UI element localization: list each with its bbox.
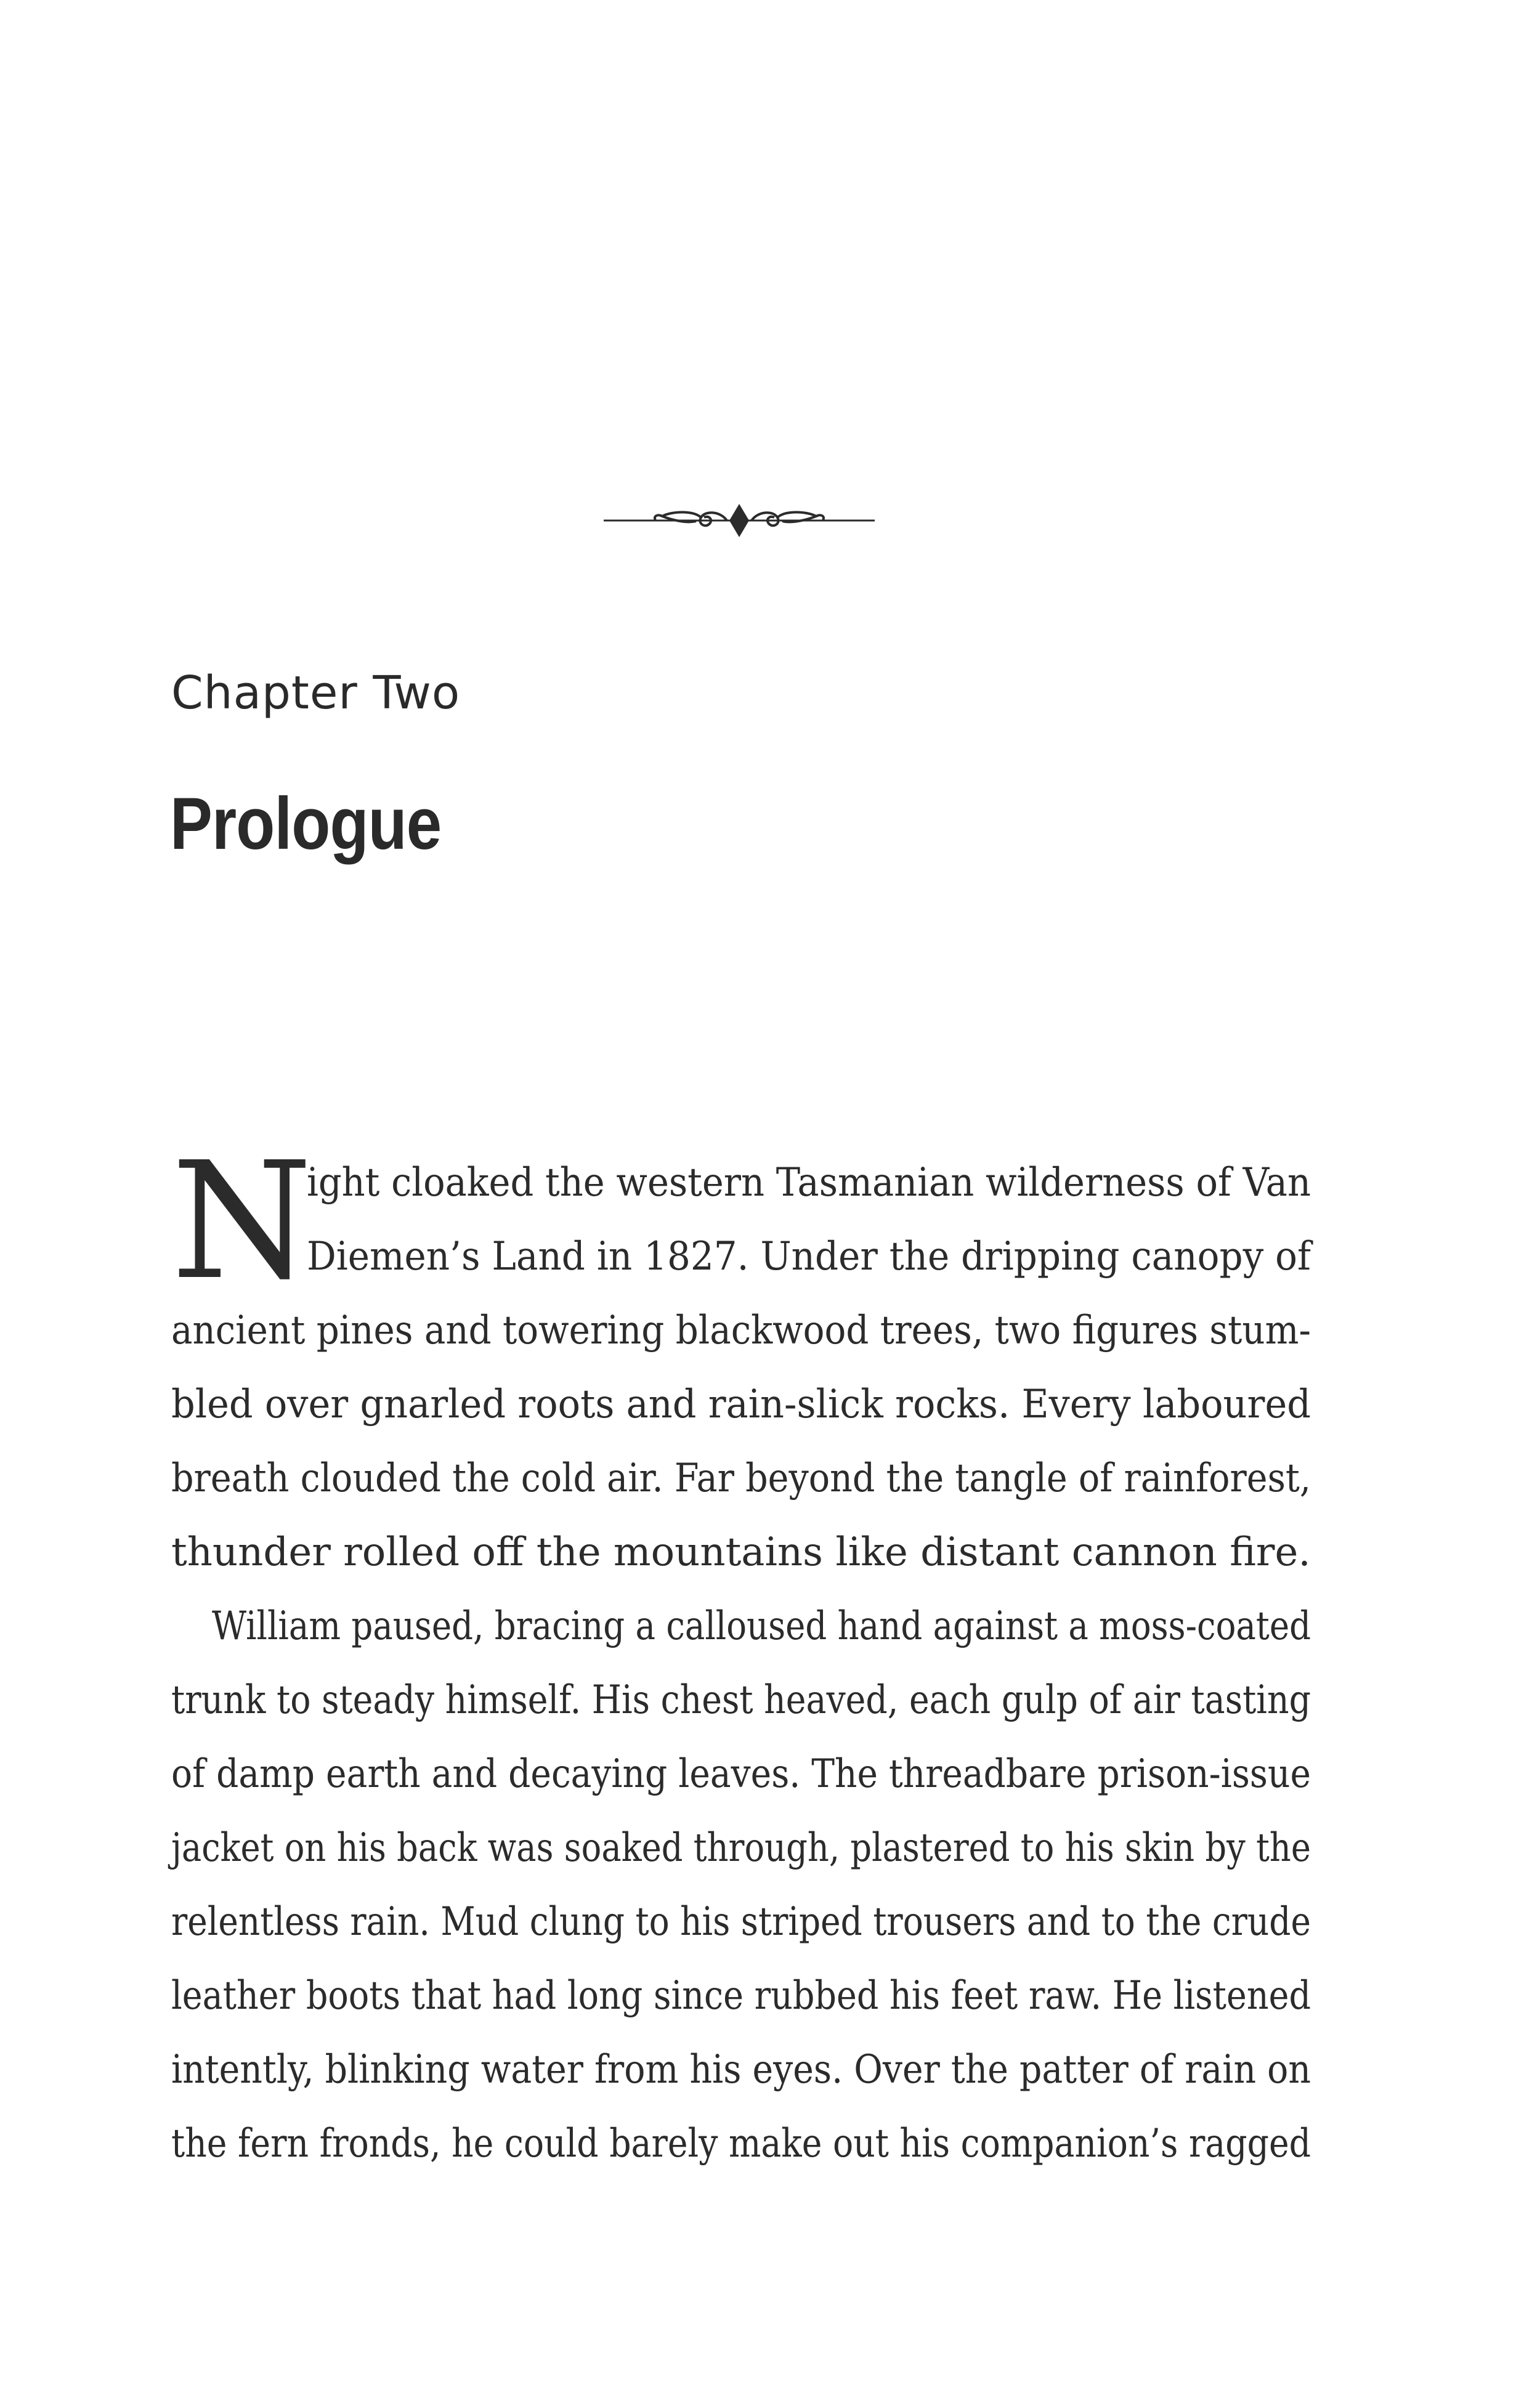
prose-line: the fern fronds, he could barely make out his companion’s ragged bbox=[171, 2121, 1311, 2166]
prose-line: intently, blinking water from his eyes. Over the patter of rain on bbox=[171, 2047, 1311, 2093]
prose-line: bled over gnarled roots and rain-slick rocks. Every laboured bbox=[171, 1382, 1311, 1427]
fleuron-divider-icon bbox=[604, 493, 875, 548]
prose-line: jacket on his back was soaked through, plastered to his skin by the bbox=[171, 1825, 1311, 1871]
prose-line: trunk to steady himself. His chest heaved, each gulp of air tasting bbox=[171, 1677, 1311, 1723]
prose-body bbox=[171, 1127, 1311, 2181]
prose-line: leather boots that had long since rubbed his feet raw. He listened bbox=[171, 1973, 1311, 2019]
drop-cap: N bbox=[171, 1127, 313, 1315]
prose-line: Diemen’s Land in 1827. Under the dripping canopy of bbox=[307, 1234, 1311, 1279]
prose-line: William paused, bracing a calloused hand against a moss-coated bbox=[212, 1603, 1311, 1649]
prose-line: thunder rolled off the mountains like distant cannon fire. bbox=[171, 1530, 1311, 1575]
prose-line: ight cloaked the western Tasmanian wilderness of Van bbox=[307, 1160, 1311, 1206]
chapter-label: Chapter Two bbox=[171, 667, 461, 719]
prose-line: relentless rain. Mud clung to his striped trousers and to the crude bbox=[171, 1899, 1311, 1945]
chapter-title: Prologue bbox=[170, 782, 442, 865]
prose-line: breath clouded the cold air. Far beyond the tangle of rainforest, bbox=[171, 1456, 1311, 1501]
prose-line: of damp earth and decaying leaves. The threadbare prison-issue bbox=[171, 1751, 1311, 1797]
prose-line: ancient pines and towering blackwood trees, two figures stum- bbox=[171, 1308, 1311, 1353]
